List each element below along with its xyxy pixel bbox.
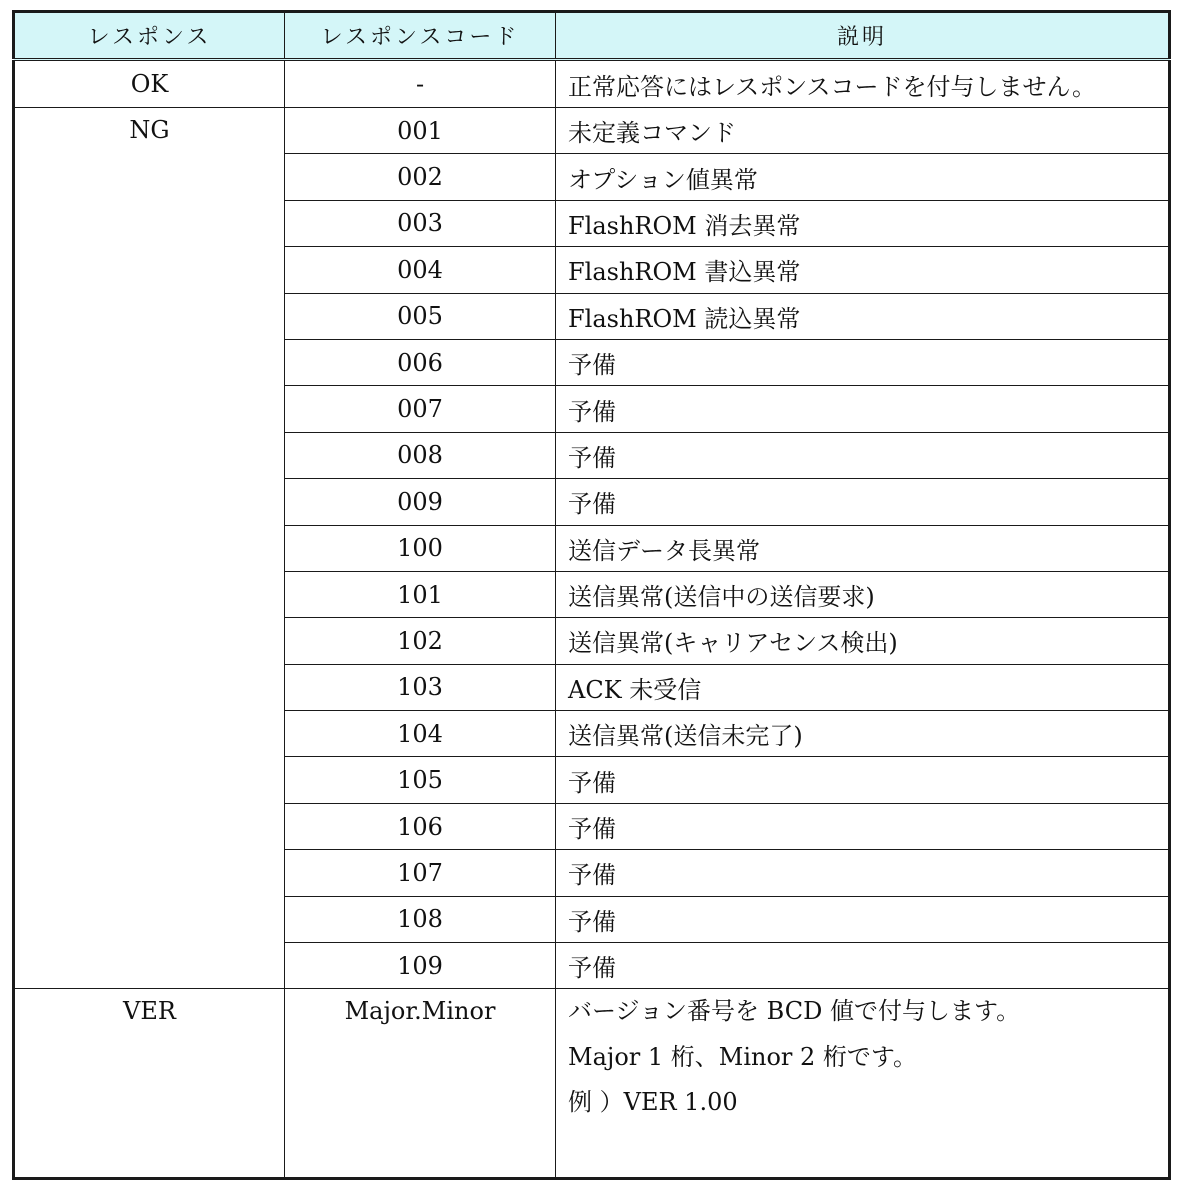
code-cell: - bbox=[285, 60, 556, 108]
code-cell: 009 bbox=[285, 479, 556, 525]
code-cell: 006 bbox=[285, 339, 556, 385]
description-cell: 予備 bbox=[556, 896, 1170, 942]
description-cell: FlashROM 書込異常 bbox=[556, 247, 1170, 293]
code-cell: 004 bbox=[285, 247, 556, 293]
code-cell: Major.Minor bbox=[285, 989, 556, 1179]
code-cell: 103 bbox=[285, 664, 556, 710]
description-cell: 送信異常(送信未完了) bbox=[556, 711, 1170, 757]
table-row bbox=[14, 108, 1170, 154]
code-cell: 104 bbox=[285, 711, 556, 757]
description-cell: 正常応答にはレスポンスコードを付与しません。 bbox=[556, 60, 1170, 108]
code-cell: 109 bbox=[285, 943, 556, 989]
code-cell: 107 bbox=[285, 850, 556, 896]
code-cell: 100 bbox=[285, 525, 556, 571]
description-cell: FlashROM 消去異常 bbox=[556, 200, 1170, 246]
description-cell: 送信異常(キャリアセンス検出) bbox=[556, 618, 1170, 664]
code-cell: 008 bbox=[285, 432, 556, 478]
description-line: バージョン番号を BCD 値で付与します。 bbox=[568, 997, 1021, 1026]
code-cell: 108 bbox=[285, 896, 556, 942]
header-response: レスポンス bbox=[14, 12, 285, 60]
description-cell: FlashROM 読込異常 bbox=[556, 293, 1170, 339]
code-cell: 007 bbox=[285, 386, 556, 432]
description-cell: 予備 bbox=[556, 386, 1170, 432]
response-cell: VER bbox=[14, 989, 285, 1179]
description-cell: 送信異常(送信中の送信要求) bbox=[556, 571, 1170, 617]
description-cell: 予備 bbox=[556, 479, 1170, 525]
description-cell: 予備 bbox=[556, 339, 1170, 385]
response-cell: OK bbox=[14, 60, 285, 108]
code-cell: 101 bbox=[285, 571, 556, 617]
code-cell: 003 bbox=[285, 200, 556, 246]
code-cell: 005 bbox=[285, 293, 556, 339]
response-code-table bbox=[12, 10, 1171, 1180]
description-line: Major 1 桁、Minor 2 桁です。 bbox=[568, 1042, 918, 1071]
header-row bbox=[14, 12, 1170, 60]
table-row bbox=[14, 60, 1170, 108]
code-cell: 106 bbox=[285, 803, 556, 849]
description-cell: 送信データ長異常 bbox=[556, 525, 1170, 571]
code-cell: 102 bbox=[285, 618, 556, 664]
table-row bbox=[14, 989, 1170, 1179]
description-cell: 予備 bbox=[556, 943, 1170, 989]
description-cell: 未定義コマンド bbox=[556, 108, 1170, 154]
code-cell: 001 bbox=[285, 108, 556, 154]
description-line: 例 ）VER 1.00 bbox=[568, 1088, 738, 1117]
description-cell bbox=[556, 989, 1170, 1179]
response-cell: NG bbox=[14, 108, 285, 989]
description-cell: 予備 bbox=[556, 803, 1170, 849]
table-body bbox=[14, 60, 1170, 1179]
description-cell: 予備 bbox=[556, 757, 1170, 803]
header-description: 説明 bbox=[556, 12, 1170, 60]
description-cell: 予備 bbox=[556, 850, 1170, 896]
description-cell: ACK 未受信 bbox=[556, 664, 1170, 710]
code-cell: 105 bbox=[285, 757, 556, 803]
description-cell: 予備 bbox=[556, 432, 1170, 478]
header-response-code: レスポンスコード bbox=[285, 12, 556, 60]
code-cell: 002 bbox=[285, 154, 556, 200]
description-cell: オプション値異常 bbox=[556, 154, 1170, 200]
